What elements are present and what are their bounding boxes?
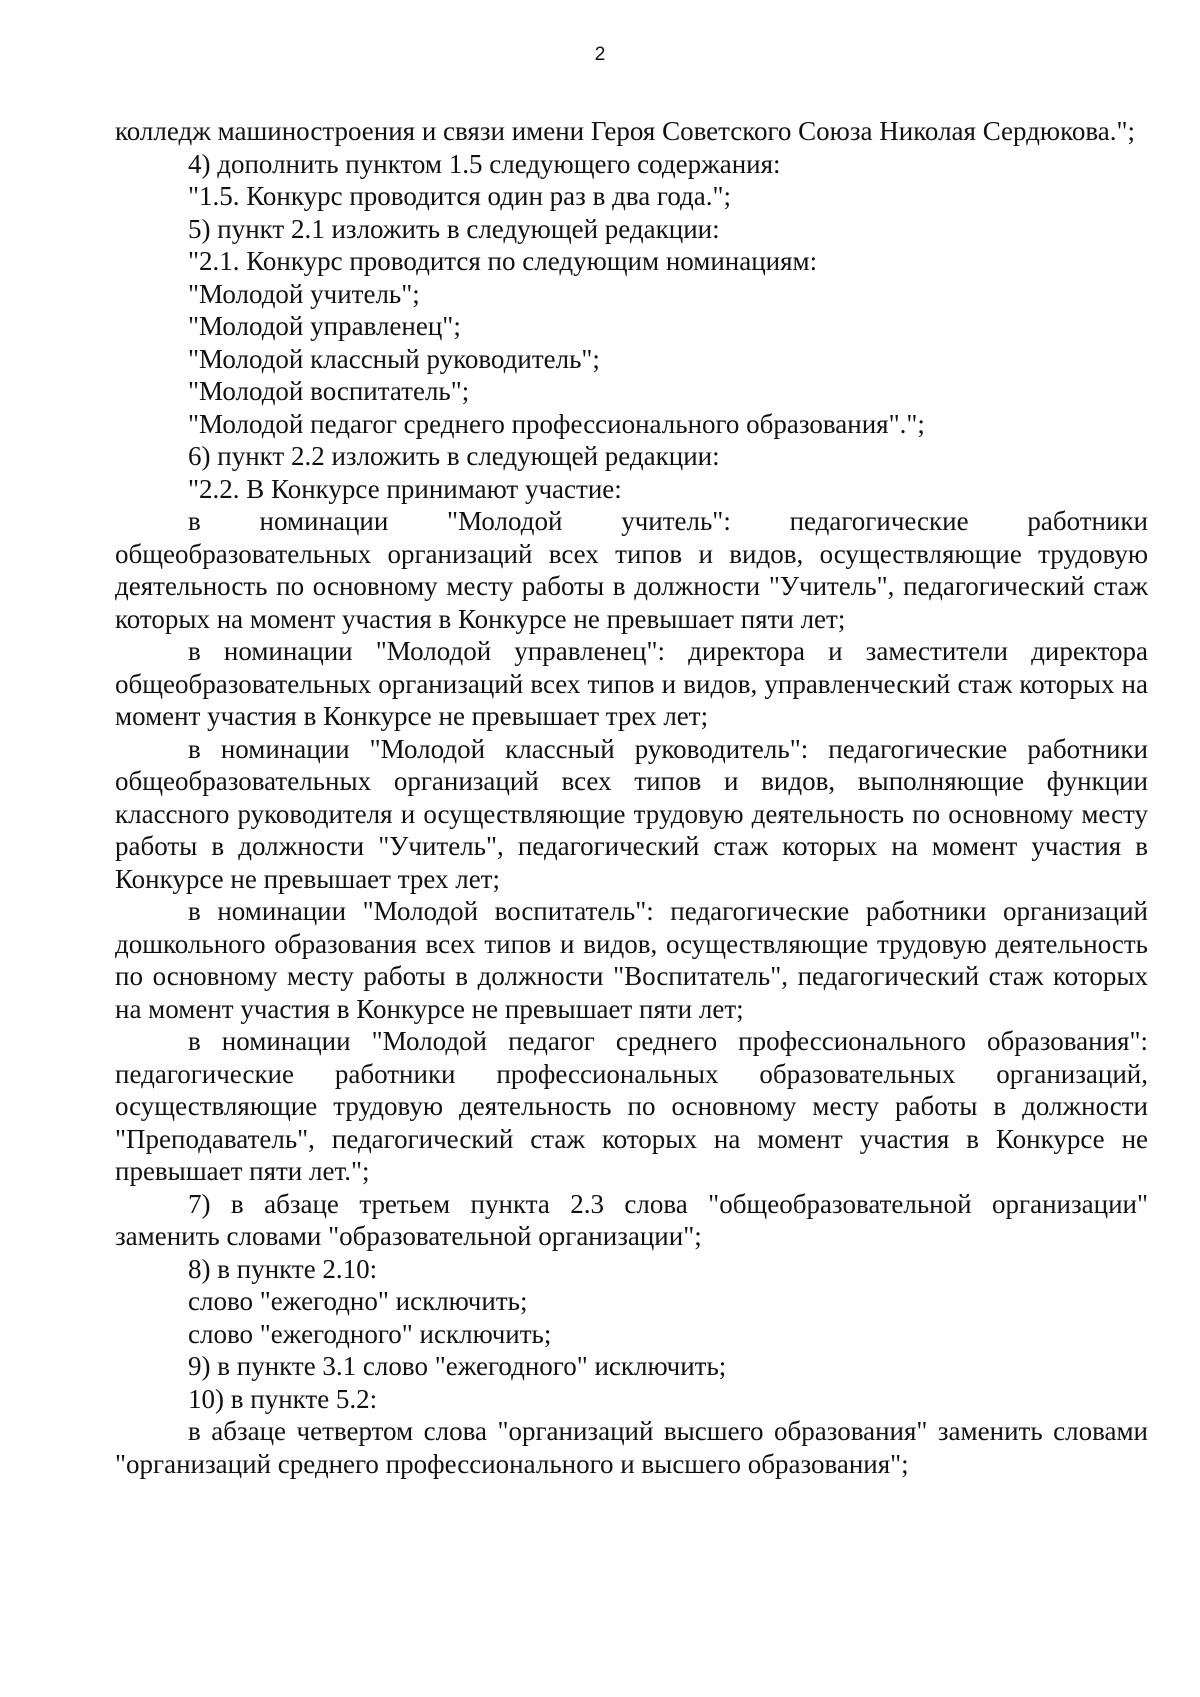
- paragraph-item-6: 6) пункт 2.2 изложить в следующей редакции:: [188, 441, 720, 471]
- paragraph-item-1-5: "1.5. Конкурс проводится один раз в два года.";: [188, 181, 732, 211]
- nomination-young-spo-teacher: "Молодой педагог среднего профессионального образования".";: [188, 408, 925, 439]
- paragraph-spo-teacher-participants: в номинации "Молодой педагог среднего профессионального образования": педагогические работники профессиональных образовательных организаций, осуществляющие трудовую деятельность по основному месту работы в должности "Преподаватель", педагогический стаж которых на момент участия в Конкурсе не превышает пяти лет.";: [115, 1026, 1148, 1186]
- paragraph-word-annually: слово "ежегодно" исключить;: [188, 1286, 528, 1316]
- nomination-young-educator: "Молодой воспитатель";: [188, 376, 470, 406]
- paragraph-item-2-2: "2.2. В Конкурсе принимают участие:: [188, 473, 622, 504]
- paragraph-item-8: 8) в пункте 2.10:: [188, 1253, 378, 1284]
- page-number: 2: [594, 44, 606, 65]
- paragraph-continuation: колледж машиностроения и связи имени Героя Советского Союза Николая Сердюкова.";: [115, 116, 1135, 146]
- nomination-young-teacher: "Молодой учитель";: [188, 278, 420, 309]
- paragraph-item-2-1: "2.1. Конкурс проводится по следующим номинациям:: [188, 246, 818, 276]
- nomination-young-manager: "Молодой управленец";: [188, 311, 461, 341]
- document-body: [115, 115, 1148, 1480]
- paragraph-item-9: 9) в пункте 3.1 слово "ежегодного" исключить;: [188, 1351, 727, 1381]
- paragraph-item-7: 7) в абзаце третьем пункта 2.3 слова "общеобразовательной организации" заменить словами "образовательной организации";: [115, 1188, 1148, 1251]
- paragraph-class-leader-participants: в номинации "Молодой классный руководитель": педагогические работники общеобразовательных организаций всех типов и видов, выполняющие функции классного руководителя и осуществляющие трудовую деятельность по основному месту работы в должности "Учитель", педагогический стаж которых на момент участия в Конкурсе не превышает трех лет;: [115, 733, 1148, 894]
- paragraph-educator-participants: в номинации "Молодой воспитатель": педагогические работники организаций дошкольного образования всех типов и видов, осуществляющие трудовую деятельность по основному месту работы в должности "Воспитатель", педагогический стаж которых на момент участия в Конкурсе не превышает пяти лет;: [115, 896, 1148, 1024]
- paragraph-word-annual: слово "ежегодного" исключить;: [188, 1318, 552, 1349]
- paragraph-item-5: 5) пункт 2.1 изложить в следующей редакции:: [188, 213, 720, 244]
- paragraph-item-10-fourth: в абзаце четвертом слова "организаций высшего образования" заменить словами "организаций среднего профессионального и высшего образования";: [115, 1416, 1148, 1479]
- paragraph-young-manager-participants: в номинации "Молодой управленец": директора и заместители директора общеобразовательных организаций всех типов и видов, управленческий стаж которых на момент участия в Конкурсе не превышает трех лет;: [115, 636, 1148, 731]
- paragraph-young-teacher-participants: в номинации "Молодой учитель": педагогические работники общеобразовательных организаций всех типов и видов, осуществляющие трудовую деятельность по основному месту работы в должности "Учитель", педагогический стаж которых на момент участия в Конкурсе не превышает пяти лет;: [115, 506, 1148, 634]
- paragraph-item-10: 10) в пункте 5.2:: [188, 1383, 378, 1414]
- nomination-young-class-leader: "Молодой классный руководитель";: [188, 343, 600, 374]
- paragraph-item-4: 4) дополнить пунктом 1.5 следующего содержания:: [188, 148, 781, 179]
